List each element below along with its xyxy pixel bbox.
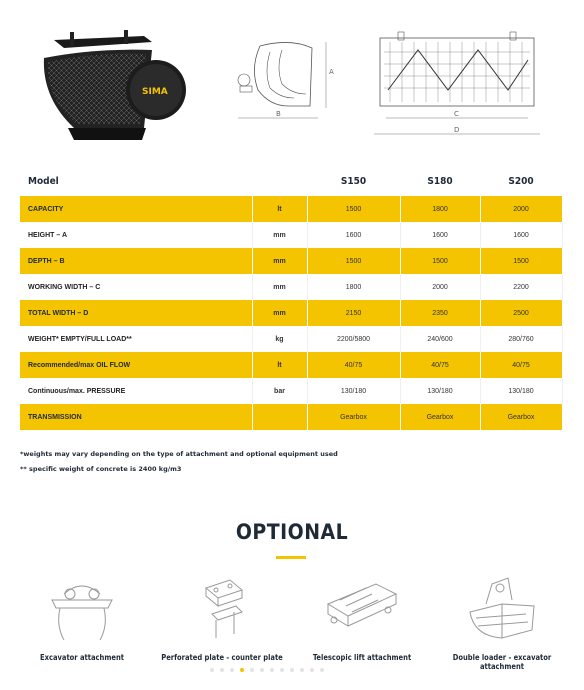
table-header-row [20,166,562,196]
row-value: 2200/5800 [307,326,400,352]
row-label: WEIGHT* EMPTY/FULL LOAD** [20,326,252,352]
row-value: 2350 [400,300,480,326]
row-unit: mm [252,274,307,300]
row-label: Continuous/max. PRESSURE [20,378,252,404]
front-view-drawing [368,30,546,142]
telescopic-lift-icon [322,570,402,646]
perforated-plate-icon [182,570,262,646]
carousel-dot[interactable] [270,668,274,672]
carousel-dot[interactable] [220,668,224,672]
model-s200-header: S200 [508,175,534,187]
row-value: 280/760 [480,326,562,352]
row-value: 1800 [400,196,480,222]
row-value: 2150 [307,300,400,326]
optional-item-excavator[interactable] [12,570,152,670]
excavator-attachment-icon [42,570,122,646]
table-row-transmission [20,404,562,430]
optional-item-label: Telescopic lift attachment [312,653,412,662]
row-unit: bar [252,378,307,404]
row-value: 1600 [480,222,562,248]
row-value: Gearbox [480,404,562,430]
carousel-pagination [210,668,324,672]
row-value: Gearbox [400,404,480,430]
table-row-capacity [20,196,562,222]
row-value: 130/180 [480,378,562,404]
carousel-dot[interactable] [250,668,254,672]
table-row-depth [20,248,562,274]
row-unit: kg [252,326,307,352]
row-label: HEIGHT – A [20,222,252,248]
dimension-c-label: C [454,110,459,118]
row-unit [252,404,307,430]
carousel-dot[interactable] [230,668,234,672]
row-value: 240/600 [400,326,480,352]
row-value: 2000 [400,274,480,300]
carousel-dot[interactable] [290,668,294,672]
optional-item-telescopic-lift[interactable] [292,570,432,670]
dimension-a-label: A [329,68,334,76]
row-value: 130/180 [400,378,480,404]
table-row-working-width [20,274,562,300]
row-value: 2000 [480,196,562,222]
carousel-dot[interactable] [210,668,214,672]
carousel-dot[interactable] [320,668,324,672]
row-unit: lt [252,352,307,378]
optional-item-label: Excavator attachment [39,653,124,662]
row-label: TRANSMISSION [20,404,252,430]
optional-item-perforated-plate[interactable] [152,570,292,670]
row-value: 40/75 [480,352,562,378]
dimension-d-label: D [454,126,460,134]
row-label: TOTAL WIDTH – D [20,300,252,326]
row-value: 40/75 [400,352,480,378]
optional-item-double-loader[interactable] [432,570,572,670]
row-label: WORKING WIDTH – C [20,274,252,300]
row-value: 1500 [400,248,480,274]
row-value: Gearbox [307,404,400,430]
weight-footnote: *weights may vary depending on the type of attachment and optional equipment used [20,450,338,458]
unit-header [252,166,307,196]
mixer-bucket-photo [34,28,196,146]
optional-title: OPTIONAL [235,520,349,544]
title-underline [276,556,306,559]
row-value: 40/75 [307,352,400,378]
carousel-dot[interactable] [280,668,284,672]
side-view-drawing [230,28,350,128]
model-s180-header: S180 [427,175,453,187]
row-value: 1500 [307,196,400,222]
row-value: 1600 [307,222,400,248]
row-value: 1600 [400,222,480,248]
row-value: 130/180 [307,378,400,404]
row-value: 1500 [307,248,400,274]
row-unit: mm [252,300,307,326]
row-label: DEPTH – B [20,248,252,274]
carousel-dot[interactable] [240,668,244,672]
specifications-table [20,166,563,430]
model-s150-header: S150 [340,175,367,187]
carousel-dot[interactable] [310,668,314,672]
table-row-total-width [20,300,562,326]
double-loader-icon [462,570,542,646]
row-value: 2500 [480,300,562,326]
table-row-height [20,222,562,248]
product-images [0,0,584,160]
row-value: 1500 [480,248,562,274]
row-unit: mm [252,248,307,274]
brand-mark: SIMA [142,87,168,97]
row-value: 1800 [307,274,400,300]
table-row-weight [20,326,562,352]
row-label: Recommended/max OIL FLOW [20,352,252,378]
model-header: Model [28,175,59,187]
row-label: CAPACITY [20,196,252,222]
dimension-b-label: B [276,110,281,118]
table-row-oil-flow [20,352,562,378]
optional-item-label: Perforated plate - counter plate [161,653,283,662]
row-unit: lt [252,196,307,222]
carousel-dot[interactable] [260,668,264,672]
row-value: 2200 [480,274,562,300]
table-row-pressure [20,378,562,404]
optional-item-label: Double loader - excavator attachment [452,653,552,671]
row-unit: mm [252,222,307,248]
carousel-dot[interactable] [300,668,304,672]
concrete-footnote: ** specific weight of concrete is 2400 kg/m3 [20,465,182,473]
